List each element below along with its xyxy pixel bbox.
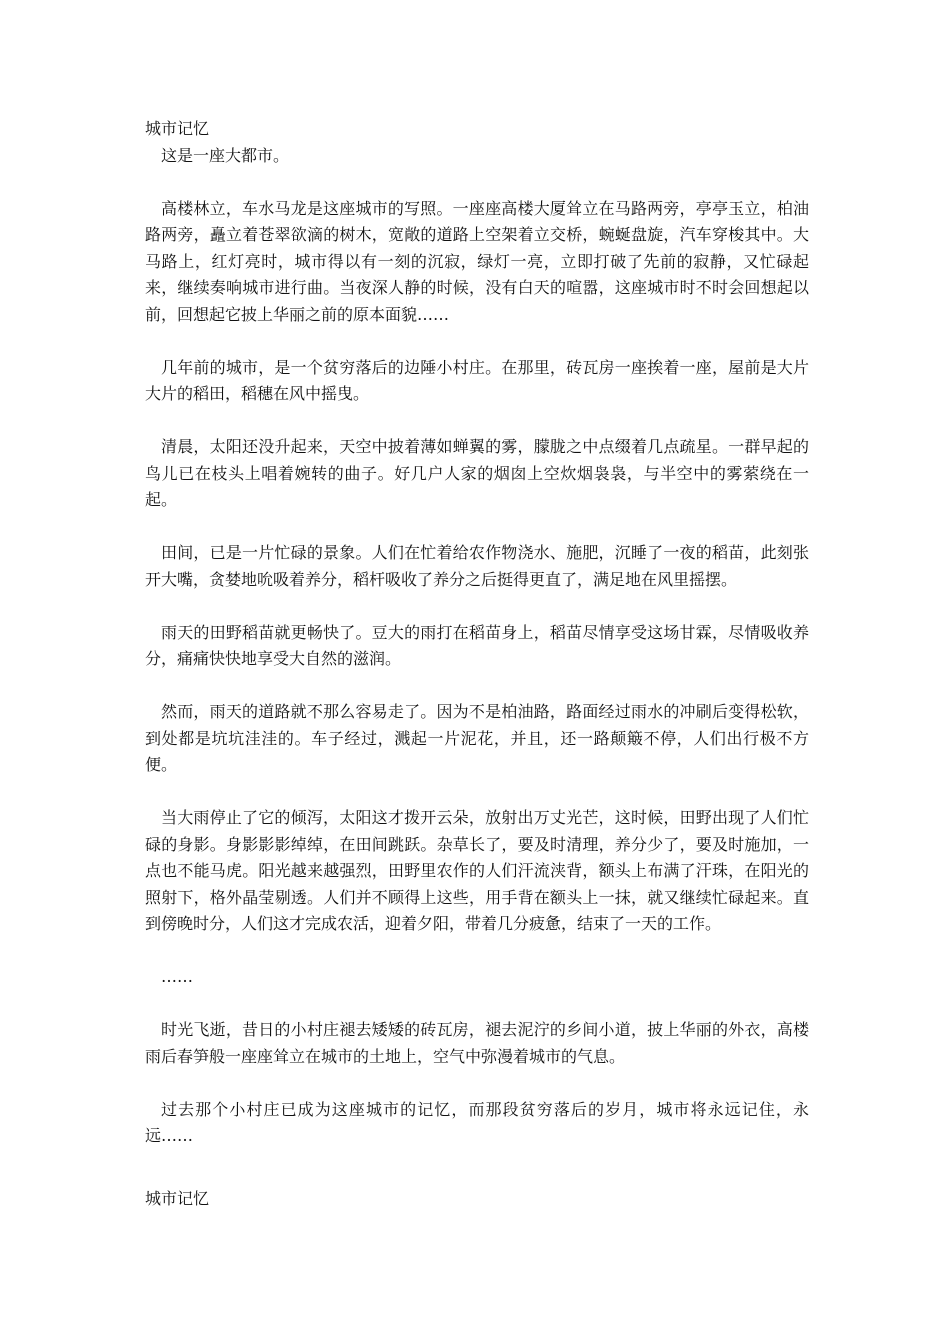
footer-title: 城市记忆 [145, 1189, 210, 1208]
paragraph: 清晨，太阳还没升起来，天空中披着薄如蝉翼的雾，朦胧之中点缀着几点疏星。一群早起的鸟儿已在枝头上唱着婉转的曲子。好几户人家的烟囱上空炊烟袅袅，与半空中的雾萦绕在一起。 [145, 437, 809, 509]
paragraph: 几年前的城市，是一个贫穷落后的边陲小村庄。在那里，砖瓦房一座挨着一座，屋前是大片大片的稻田，稻穗在风中摇曳。 [145, 357, 809, 403]
paragraph: 这是一座大都市。 [161, 145, 290, 165]
paragraph: 当大雨停止了它的倾泻，太阳这才拨开云朵，放射出万丈光芒，这时候，田野出现了人们忙碌的身影。身影影影绰绰，在田间跳跃。杂草长了，要及时清理，养分少了，要及时施加，一点也不能马虎。阳光越来越强烈，田野里农作的人们汗流浃背，额头上布满了汗珠，在阳光的照射下，格外晶莹剔透。人们并不顾得上这些，用手背在额头上一抹，就又继续忙碌起来。直到傍晚时分，人们这才完成农活，迎着夕阳，带着几分疲惫，结束了一天的工作。 [145, 808, 809, 933]
paragraph: 然而，雨天的道路就不那么容易走了。因为不是柏油路，路面经过雨水的冲刷后变得松软，到处都是坑坑洼洼的。车子经过，溅起一片泥花，并且，还一路颠簸不停，人们出行极不方便。 [145, 702, 809, 774]
paragraph: 田间，已是一片忙碌的景象。人们在忙着给农作物浇水、施肥，沉睡了一夜的稻苗，此刻张开大嘴，贪婪地吮吸着养分，稻杆吸收了养分之后挺得更直了，满足地在风里摇摆。 [145, 543, 809, 589]
paragraph: 时光飞逝，昔日的小村庄褪去矮矮的砖瓦房，褪去泥泞的乡间小道，披上华丽的外衣，高楼雨后春笋般一座座耸立在城市的土地上，空气中弥漫着城市的气息。 [145, 1020, 809, 1066]
document-body [145, 116, 809, 1176]
paragraph: 过去那个小村庄已成为这座城市的记忆，而那段贫穷落后的岁月，城市将永远记住，永远…… [145, 1099, 809, 1145]
ellipsis-paragraph: …… [161, 967, 193, 986]
document-title: 城市记忆 [145, 119, 210, 138]
paragraph: 雨天的田野稻苗就更畅快了。豆大的雨打在稻苗身上，稻苗尽情享受这场甘霖，尽情吸收养分，痛痛快快地享受大自然的滋润。 [145, 622, 809, 668]
paragraph: 高楼林立，车水马龙是这座城市的写照。一座座高楼大厦耸立在马路两旁，亭亭玉立，柏油路两旁，矗立着苍翠欲滴的树木，宽敞的道路上空架着立交桥，蜿蜒盘旋，汽车穿梭其中。大马路上，红灯亮时，城市得以有一刻的沉寂，绿灯一亮，立即打破了先前的寂静，又忙碌起来，继续奏响城市进行曲。当夜深人静的时候，没有白天的喧嚣，这座城市时不时会回想起以前，回想起它披上华丽之前的原本面貌…… [145, 198, 809, 324]
